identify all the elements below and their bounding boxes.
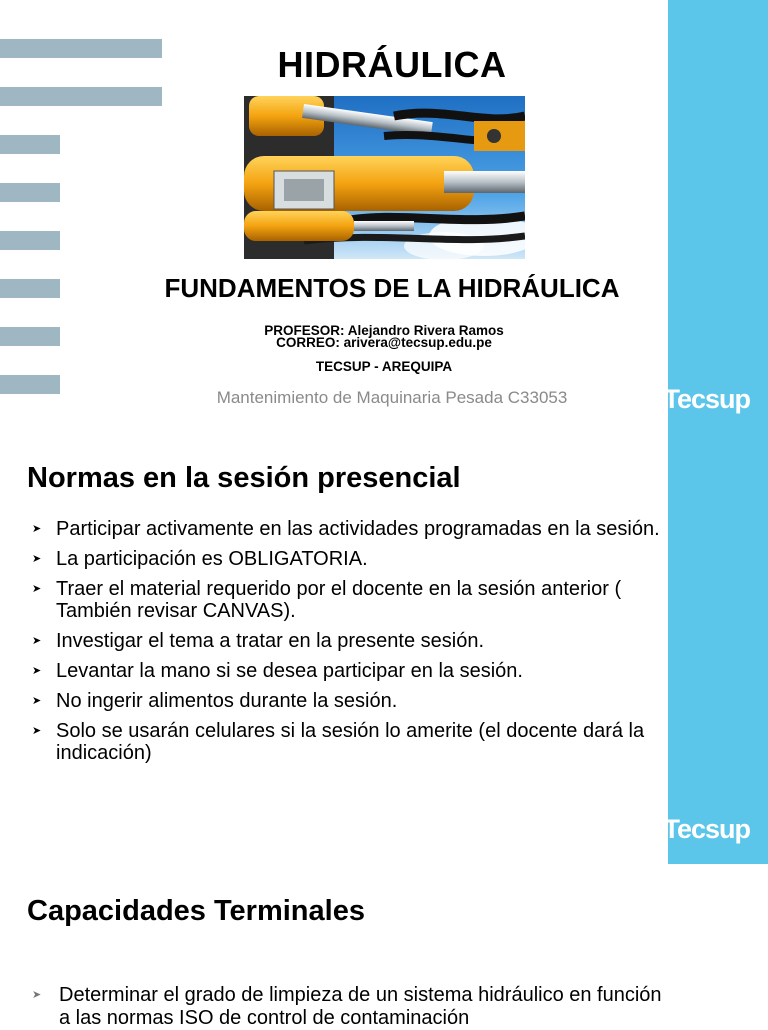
arrow-bullet-icon: ➤ xyxy=(32,523,42,535)
arrow-bullet-icon: ➤ xyxy=(32,989,42,1001)
arrow-bullet-icon: ➤ xyxy=(32,583,42,595)
email-line: CORREO: arivera@tecsup.edu.pe xyxy=(276,335,492,350)
stripe xyxy=(0,183,60,202)
institution-line: TECSUP - AREQUIPA xyxy=(315,359,453,374)
accent-band xyxy=(668,432,768,864)
list-item: ➤ Solo se usarán celulares si la sesión lo amerite (el docente dará la indicación) xyxy=(32,720,645,764)
capacities-list xyxy=(32,984,672,1030)
professor-line: PROFESOR: Alejandro Rivera Ramos xyxy=(264,323,504,338)
list-item: ➤ Levantar la mano si se desea participar en la sesión. xyxy=(32,660,523,682)
slide-subtitle: FUNDAMENTOS DE LA HIDRÁULICA xyxy=(164,273,620,303)
hydraulic-machinery-image xyxy=(244,96,525,259)
title-slide xyxy=(0,0,768,432)
list-item: ➤ Determinar el grado de limpieza de un sistema hidráulico en función a las normas ISO de control de contaminación xyxy=(32,984,662,1029)
list-item: ➤ La participación es OBLIGATORIA. xyxy=(32,548,368,570)
stripe xyxy=(0,135,60,154)
tecsup-logo: Tecsup xyxy=(663,814,750,844)
arrow-bullet-icon: ➤ xyxy=(32,725,42,737)
stripe xyxy=(0,87,162,106)
arrow-bullet-icon: ➤ xyxy=(32,665,42,677)
list-item: ➤ Traer el material requerido por el docente en la sesión anterior ( También revisar CANVAS). xyxy=(32,578,622,622)
capacities-heading: Capacidades Terminales xyxy=(27,895,365,927)
arrow-bullet-icon: ➤ xyxy=(32,635,42,647)
course-line: Mantenimiento de Maquinaria Pesada C33053 xyxy=(216,388,568,407)
rules-heading: Normas en la sesión presencial xyxy=(27,462,461,494)
arrow-bullet-icon: ➤ xyxy=(32,695,42,707)
stripe xyxy=(0,231,60,250)
tecsup-logo: Tecsup xyxy=(663,384,750,414)
list-item: ➤ Participar activamente en las actividades programadas en la sesión. xyxy=(32,518,660,540)
arrow-bullet-icon: ➤ xyxy=(32,553,42,565)
list-item: ➤ Investigar el tema a tratar en la presente sesión. xyxy=(32,630,485,652)
rules-list xyxy=(32,518,672,772)
slide-title: HIDRÁULICA xyxy=(277,44,507,85)
list-item: ➤ No ingerir alimentos durante la sesión. xyxy=(32,690,398,712)
